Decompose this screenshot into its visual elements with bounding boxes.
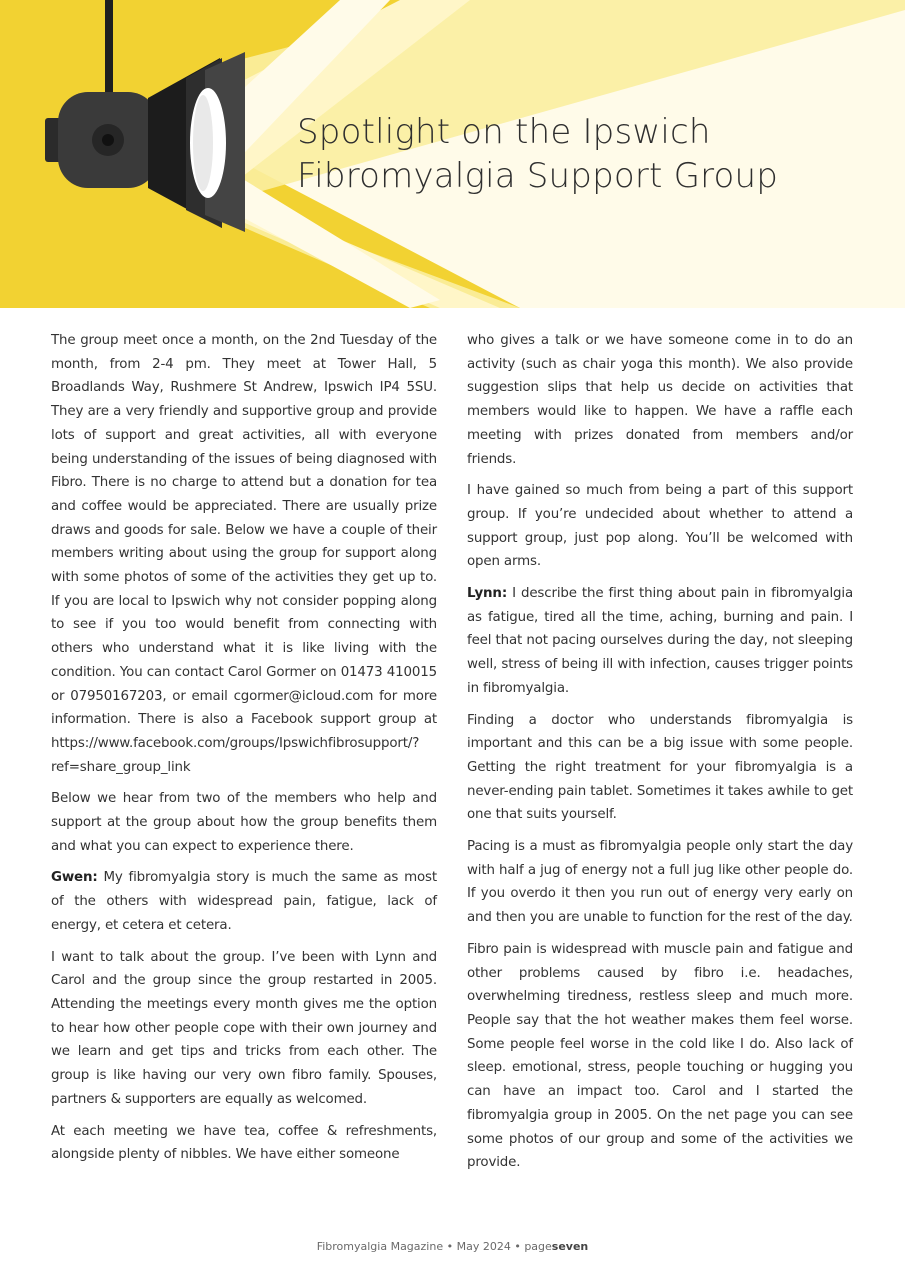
footer-page-prefix: page [524,1240,552,1253]
title-line-2: Fibromyalgia Support Group [297,156,779,196]
page-title [297,110,897,198]
doctor-paragraph: Finding a doctor who understands fibromyalgia is important and this can be a big issue with some people. Getting the right treatment for your fibromyalgia is a never-ending pain tablet. Sometimes it takes awhile to get one that suits yourself. [467,712,853,823]
footer-page-number: seven [551,1240,589,1253]
lynn-paragraph [467,582,853,701]
fibro-pain-paragraph: Fibro pain is widespread with muscle pain and fatigue and other problems caused by fibro i.e. headaches, overwhelming tiredness, restless sleep and much more. People say that the hot weather makes them feel worse. Some people feel worse in the cold like I do. Also lack of sleep. emotional, stress, people touching or hugging you can have an impact too. Carol and I started the fibromyalgia group in 2005. On the net page you can see some photos of our group and some of the activities we provide. [467,941,853,1171]
group-paragraph: I want to talk about the group. I’ve been with Lynn and Carol and the group since the group restarted in 2005. Attending the meetings every month gives me the option to hear how other people cope with their own journey and we learn and get tips and tricks from each other. The group is like having our very own fibro family. Spouses, partners & supporters are equally as welcomed. [51,949,437,1107]
gwen-paragraph [51,866,437,937]
title-line-1: Spotlight on the Ipswich [297,112,711,152]
footer-separator-2: • [510,1240,525,1253]
gained-paragraph: I have gained so much from being a part of this support group. If you’re undecided about whether to attend a support group, just pop along. You’ll be welcomed with open arms. [467,483,853,570]
footer-date: May 2024 [456,1240,511,1253]
members-intro-paragraph: Below we hear from two of the members who help and support at the group about how the group benefits them and what you can expect to experience there. [51,791,437,854]
activities-paragraph: who gives a talk or we have someone come in to do an activity (such as chair yoga this month). We also provide suggestion slips that help us decide on activities that members would like to happen. We have a raffle each meeting with prizes donated from members and/or friends. [467,333,853,467]
gwen-text: My fibromyalgia story is much the same as most of the others with widespread pain, fatigue, lack of energy, et cetera et cetera. [51,870,437,933]
header-banner [0,0,905,308]
meeting-paragraph: At each meeting we have tea, coffee & refreshments, alongside plenty of nibbles. We have either someone [51,1123,437,1163]
right-column [467,329,853,1183]
lynn-text: I describe the first thing about pain in fibromyalgia as fatigue, tired all the time, aching, burning and pain. I feel that not pacing ourselves during the day, not sleeping well, stress of being ill with infection, causes trigger points in fibromyalgia. [467,586,853,696]
pacing-paragraph: Pacing is a must as fibromyalgia people only start the day with half a jug of energy not a full jug like other people do. If you overdo it then you run out of energy very early on and then you are unable to function for the rest of the day. [467,839,853,926]
footer-magazine: Fibromyalgia Magazine [316,1240,444,1253]
speaker-name-gwen: Gwen: [51,870,98,886]
intro-paragraph: The group meet once a month, on the 2nd Tuesday of the month, from 2-4 pm. They meet at Tower Hall, 5 Broadlands Way, Rushmere St Andrew, Ipswich IP4 5SU. They are a very friendly and supportive group and provide lots of support and great activities, all with everyone being understanding of the issues of being diagnosed with Fibro. There is no charge to attend but a donation for tea and coffee would be appreciated. There are usually prize draws and goods for sale. Below we have a couple of their members writing about using the group for support along with some photos of some of the activities they get up to. If you are local to Ipswich why not consider popping along to see if you too would benefit from connecting with others who understand what it is like living with the condition. You can contact Carol Gormer on 01473 410015 or 07950167203, or email cgormer@icloud.com for more information. There is also a Facebook support group at https://www.facebook.com/groups/Ipswichfibrosupport/?ref=share_group_link [51,333,437,775]
speaker-name-lynn: Lynn: [467,586,508,602]
left-column [51,329,437,1175]
page-footer [0,1239,905,1255]
footer-separator: • [443,1240,457,1253]
